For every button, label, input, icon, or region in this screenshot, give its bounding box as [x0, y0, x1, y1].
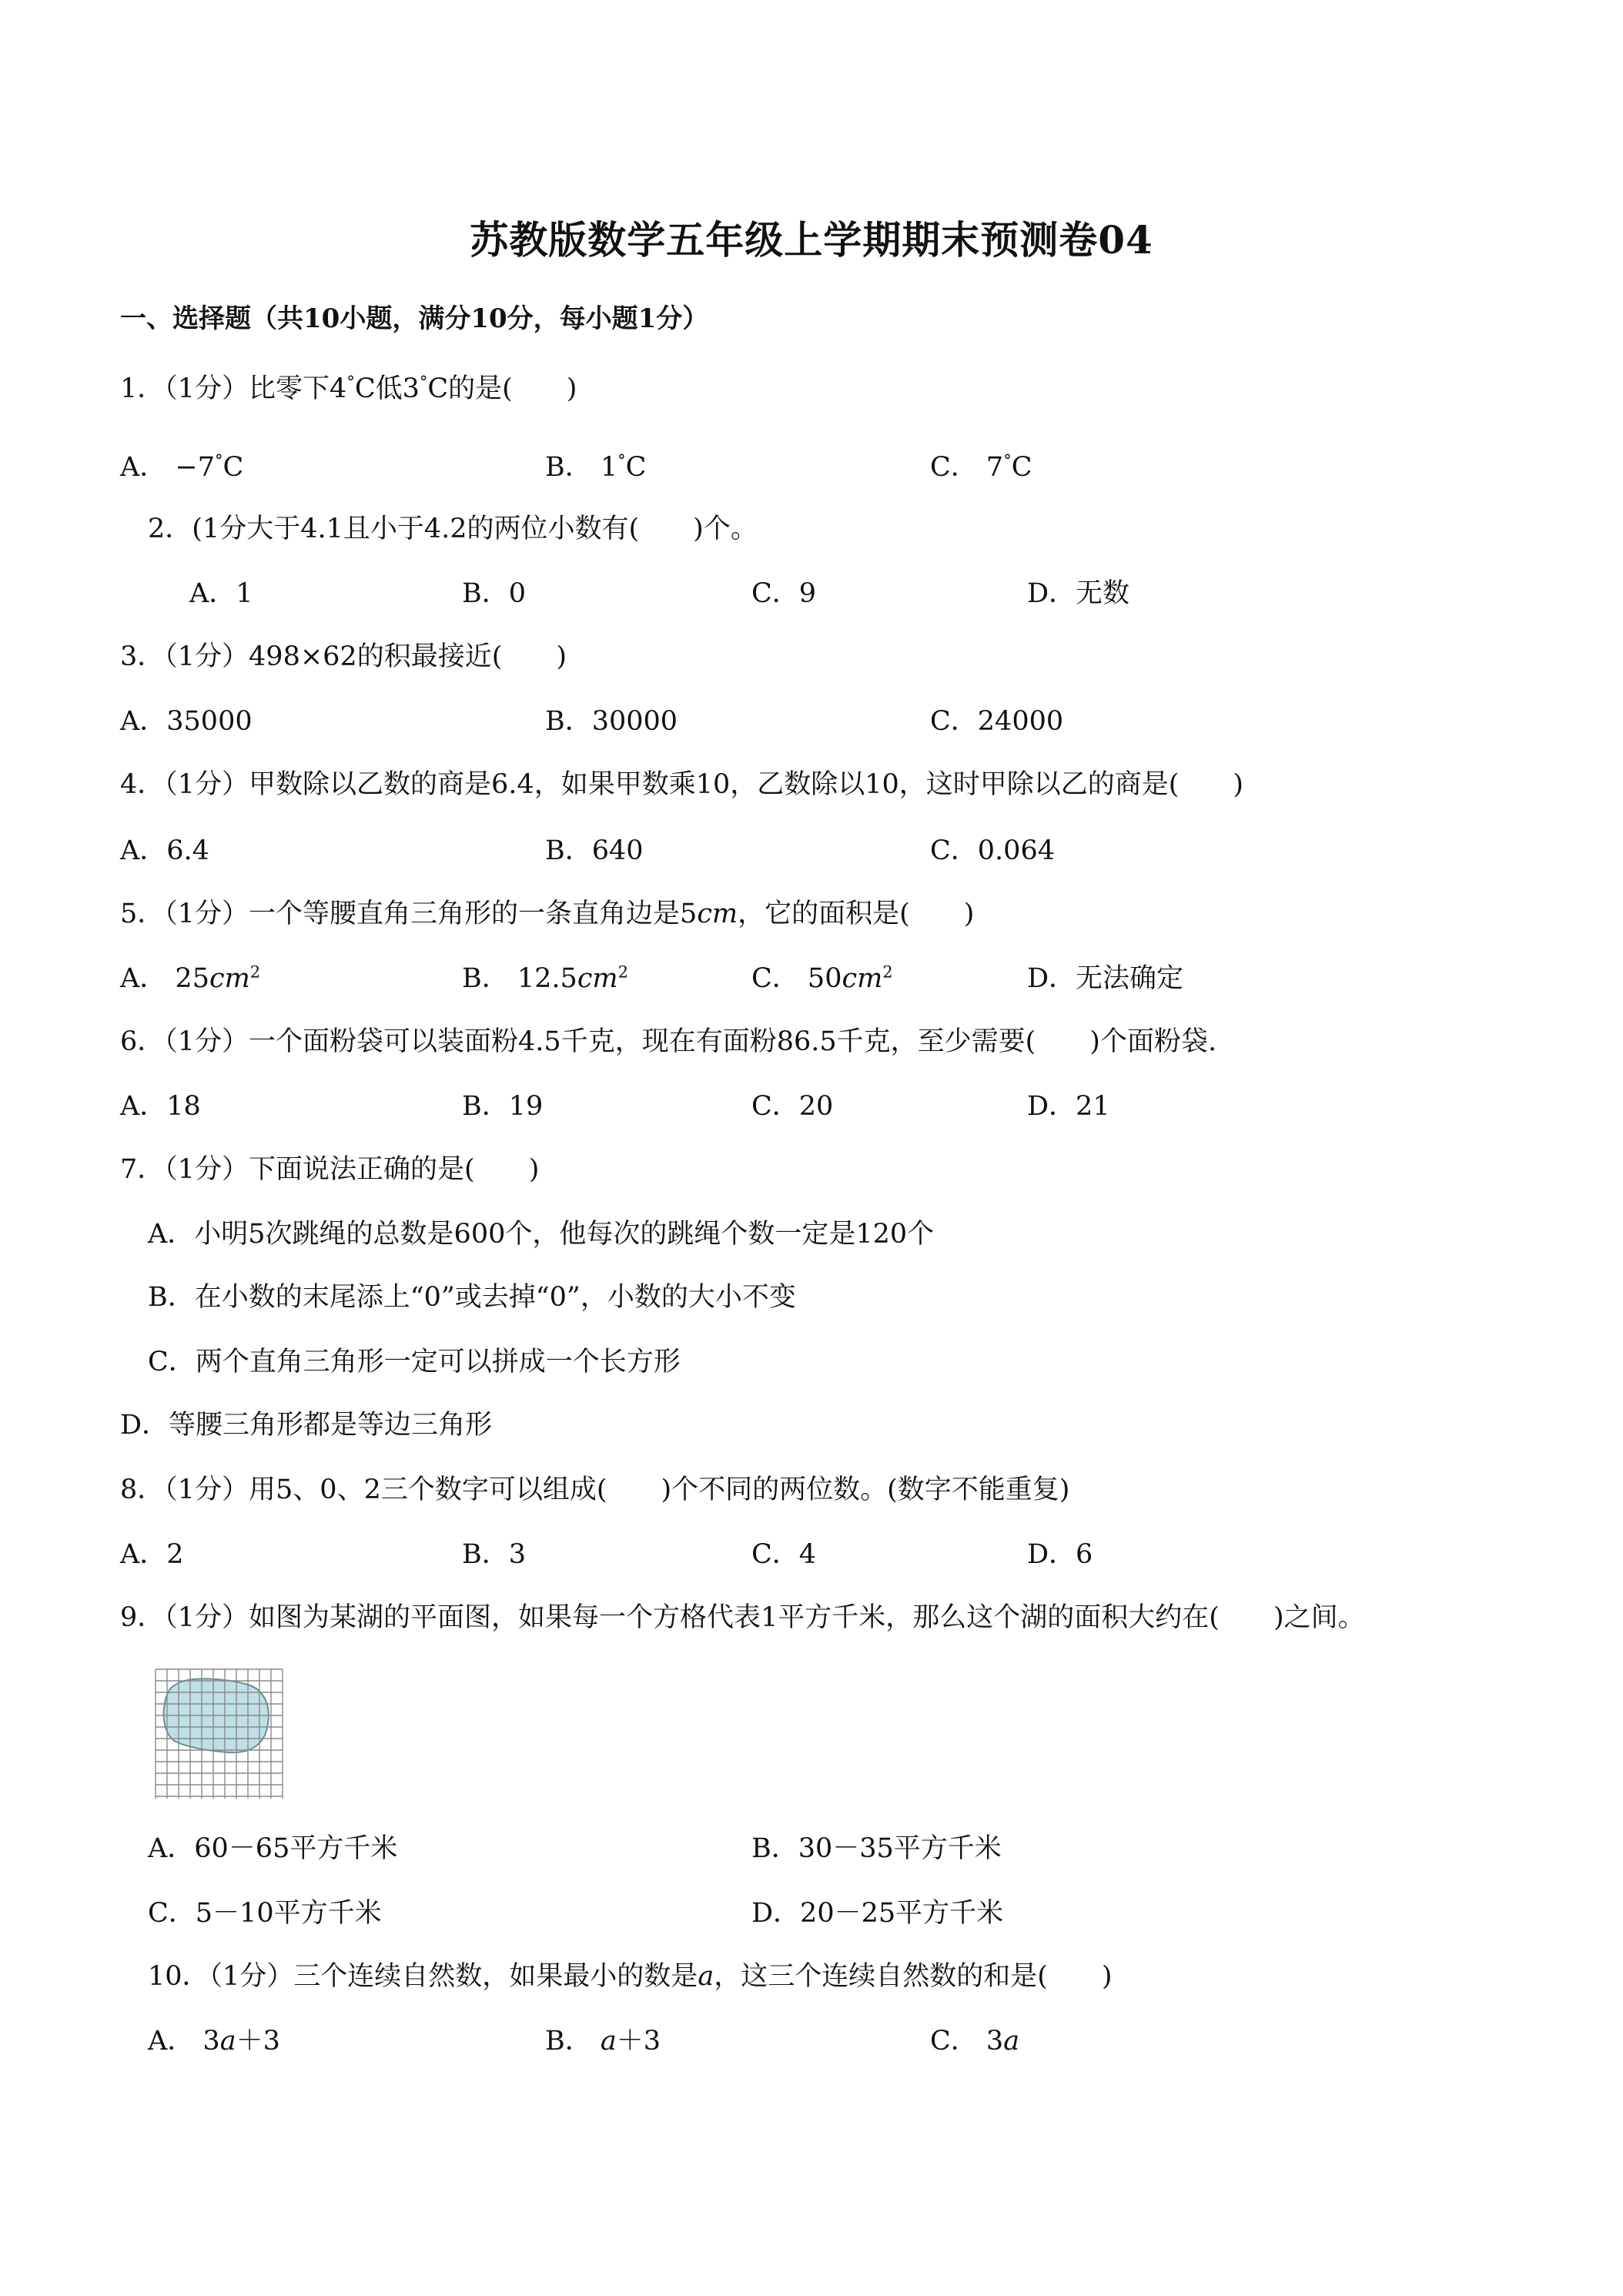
question-9-stem: 9．（1分）如图为某湖的平面图，如果每一个方格代表1平方千米，那么这个湖的面积大约在( )之间。	[120, 1602, 1365, 1633]
lake-grid-svg	[154, 1668, 285, 1800]
question-8-option-a[interactable]: A．2	[120, 1539, 184, 1570]
question-9-option-b[interactable]: B．30－35平方千米	[751, 1833, 1002, 1864]
question-10-option-b[interactable]: B． a＋3	[545, 2026, 661, 2057]
question-7-option-d[interactable]: D．等腰三角形都是等边三角形	[120, 1410, 493, 1441]
section-heading: 一、选择题（共10小题，满分10分，每小题1分）	[120, 303, 709, 334]
question-9-option-c[interactable]: C．5－10平方千米	[148, 1898, 382, 1929]
question-6-option-b[interactable]: B．19	[462, 1091, 544, 1122]
question-2-stem: 2．(1分大于4.1且小于4.2的两位小数有( )个。	[148, 514, 758, 544]
question-7-option-c[interactable]: C．两个直角三角形一定可以拼成一个长方形	[148, 1347, 681, 1377]
question-2-option-a[interactable]: A．1	[189, 578, 253, 609]
question-6-stem: 6．（1分）一个面粉袋可以装面粉4.5千克，现在有面粉86.5千克，至少需要( )个面粉袋.	[120, 1026, 1217, 1057]
question-10-stem: 10．（1分）三个连续自然数，如果最小的数是a，这三个连续自然数的和是( )	[148, 1961, 1113, 1992]
question-5-option-b[interactable]: B． $12.5cm^2$	[462, 962, 628, 994]
question-5-option-d[interactable]: D．无法确定	[1027, 963, 1184, 994]
question-4-option-c[interactable]: C．0.064	[930, 835, 1055, 866]
question-9-option-d[interactable]: D．20－25平方千米	[751, 1898, 1004, 1929]
question-6-option-d[interactable]: D．21	[1027, 1091, 1110, 1122]
question-3-option-a[interactable]: A．35000	[120, 706, 253, 737]
question-2-option-d[interactable]: D．无数	[1027, 578, 1130, 609]
question-3-option-c[interactable]: C．24000	[930, 706, 1064, 737]
question-8-option-d[interactable]: D．6	[1027, 1539, 1093, 1570]
question-2-option-c[interactable]: C．9	[751, 578, 817, 609]
question-5-option-c[interactable]: C． $50cm^2$	[751, 962, 893, 994]
question-4-option-a[interactable]: A．6.4	[120, 835, 209, 866]
question-1-option-b[interactable]: B． 1°C	[545, 451, 647, 483]
page-title: 苏教版数学五年级上学期期末预测卷04	[470, 217, 1153, 263]
question-8-option-c[interactable]: C．4	[751, 1539, 817, 1570]
lake-grid-figure	[154, 1668, 285, 1800]
question-6-option-c[interactable]: C．20	[751, 1091, 834, 1122]
question-7-option-a[interactable]: A．小明5次跳绳的总数是600个，他每次的跳绳个数一定是120个	[148, 1219, 935, 1250]
question-1-option-c[interactable]: C． 7°C	[930, 451, 1032, 483]
question-1-stem: 1．（1分）比零下4°C低3°C的是( )	[120, 373, 577, 404]
question-3-option-b[interactable]: B．30000	[545, 706, 678, 737]
question-4-stem: 4．（1分）甲数除以乙数的商是6.4，如果甲数乘10，乙数除以10，这时甲除以乙的商是( )	[120, 769, 1244, 800]
question-5-option-a[interactable]: A． $25cm^2$	[120, 962, 261, 994]
question-6-option-a[interactable]: A．18	[120, 1091, 201, 1122]
question-9-option-a[interactable]: A．60－65平方千米	[148, 1833, 398, 1864]
question-7-option-b[interactable]: B．在小数的末尾添上“0”或去掉“0”，小数的大小不变	[148, 1282, 796, 1313]
question-5-stem: 5．（1分）一个等腰直角三角形的一条直角边是5cm，它的面积是( )	[120, 899, 975, 929]
question-1-option-a[interactable]: A． −7°C	[120, 451, 244, 483]
question-10-option-a[interactable]: A． 3a＋3	[148, 2026, 280, 2057]
question-3-stem: 3．（1分）498×62的积最接近( )	[120, 641, 567, 672]
question-8-stem: 8．（1分）用5、0、2三个数字可以组成( )个不同的两位数。(数字不能重复)	[120, 1474, 1070, 1505]
question-10-option-c[interactable]: C． 3a	[930, 2026, 1020, 2057]
question-4-option-b[interactable]: B．640	[545, 835, 644, 866]
question-2-option-b[interactable]: B．0	[462, 578, 526, 609]
question-7-stem: 7．（1分）下面说法正确的是( )	[120, 1154, 540, 1185]
question-8-option-b[interactable]: B．3	[462, 1539, 526, 1570]
